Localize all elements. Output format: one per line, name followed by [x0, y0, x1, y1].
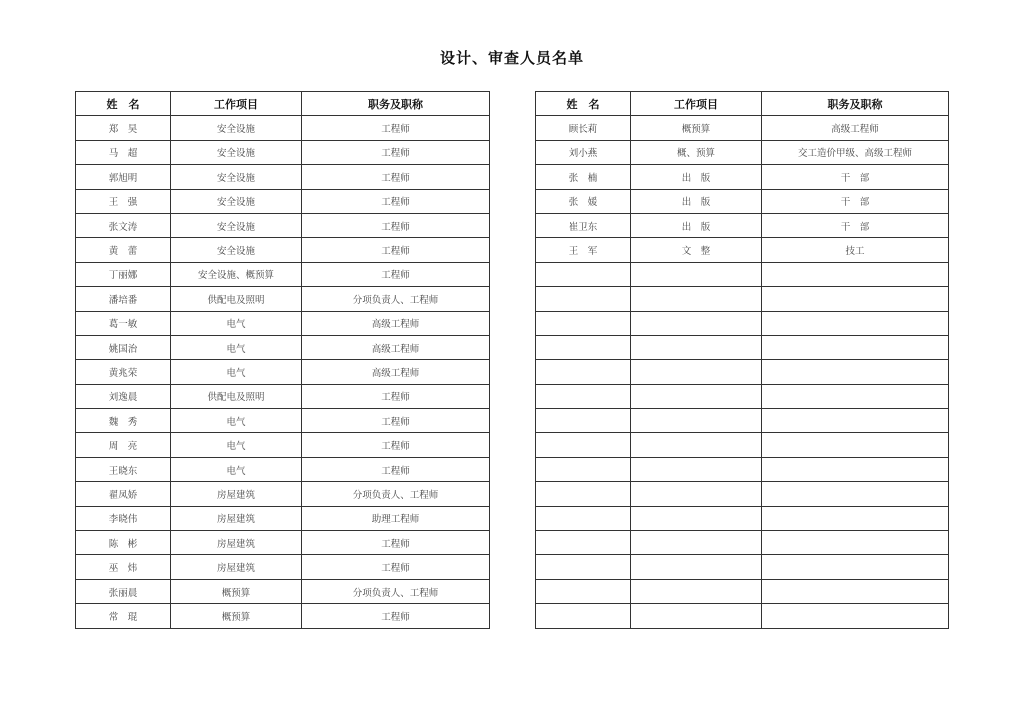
cell-name	[536, 335, 631, 359]
cell-name: 葛一敏	[76, 311, 171, 335]
cell-work-item: 电气	[171, 433, 302, 457]
table-row	[536, 238, 949, 262]
table-row	[536, 165, 949, 189]
staff-table-left	[75, 91, 490, 629]
cell-work-item: 安全设施	[171, 140, 302, 164]
table-row	[76, 116, 490, 140]
cell-position-title: 工程师	[302, 384, 490, 408]
cell-work-item	[631, 457, 762, 481]
cell-name: 刘小燕	[536, 140, 631, 164]
cell-position-title: 工程师	[302, 457, 490, 481]
page-title: 设计、审查人员名单	[439, 49, 584, 67]
cell-position-title: 工程师	[302, 409, 490, 433]
cell-position-title: 工程师	[302, 213, 490, 237]
cell-work-item: 安全设施	[171, 238, 302, 262]
cell-name: 张 媛	[536, 189, 631, 213]
cell-name	[536, 287, 631, 311]
table-row	[536, 482, 949, 506]
cell-name	[536, 579, 631, 603]
cell-work-item: 房屋建筑	[171, 506, 302, 530]
table-row	[536, 579, 949, 603]
cell-name	[536, 409, 631, 433]
cell-work-item	[631, 482, 762, 506]
cell-work-item	[631, 335, 762, 359]
cell-position-title: 干 部	[762, 165, 949, 189]
cell-work-item: 房屋建筑	[171, 531, 302, 555]
table-row	[536, 189, 949, 213]
cell-work-item	[631, 287, 762, 311]
cell-work-item: 概、预算	[631, 140, 762, 164]
cell-position-title	[762, 360, 949, 384]
table-row	[76, 238, 490, 262]
cell-position-title	[762, 409, 949, 433]
cell-name: 潘培番	[76, 287, 171, 311]
header-position-title: 职务及职称	[762, 92, 949, 116]
table-row	[536, 531, 949, 555]
cell-position-title	[762, 531, 949, 555]
cell-work-item: 出 版	[631, 189, 762, 213]
table-row	[76, 433, 490, 457]
cell-name: 常 琨	[76, 604, 171, 628]
table-row	[536, 335, 949, 359]
cell-name: 顾长莉	[536, 116, 631, 140]
table-header-row	[536, 92, 949, 116]
cell-position-title: 分项负责人、工程师	[302, 579, 490, 603]
cell-work-item	[631, 555, 762, 579]
table-row	[76, 604, 490, 628]
table-row	[536, 213, 949, 237]
cell-position-title: 高级工程师	[302, 335, 490, 359]
cell-name: 魏 秀	[76, 409, 171, 433]
cell-work-item	[631, 506, 762, 530]
table-row	[536, 433, 949, 457]
cell-name	[536, 384, 631, 408]
table-row	[76, 189, 490, 213]
cell-name	[536, 531, 631, 555]
table-row	[76, 262, 490, 286]
cell-work-item: 概预算	[171, 579, 302, 603]
cell-name: 黄 蕾	[76, 238, 171, 262]
cell-work-item	[631, 604, 762, 628]
staff-table-right	[535, 91, 949, 629]
table-row	[536, 262, 949, 286]
cell-name: 郑 昊	[76, 116, 171, 140]
cell-work-item: 安全设施	[171, 165, 302, 189]
cell-name: 王 军	[536, 238, 631, 262]
header-name: 姓 名	[536, 92, 631, 116]
cell-position-title	[762, 335, 949, 359]
cell-name	[536, 482, 631, 506]
cell-work-item: 电气	[171, 335, 302, 359]
cell-work-item	[631, 384, 762, 408]
cell-work-item: 安全设施	[171, 213, 302, 237]
cell-position-title: 工程师	[302, 433, 490, 457]
cell-name	[536, 360, 631, 384]
cell-name: 黄兆荣	[76, 360, 171, 384]
table-row	[76, 213, 490, 237]
cell-position-title	[762, 311, 949, 335]
cell-name	[536, 457, 631, 481]
table-row	[76, 531, 490, 555]
cell-work-item: 概预算	[631, 116, 762, 140]
cell-position-title: 交工造价甲级、高级工程师	[762, 140, 949, 164]
header-position-title: 职务及职称	[302, 92, 490, 116]
cell-position-title	[762, 555, 949, 579]
cell-name	[536, 262, 631, 286]
cell-name	[536, 604, 631, 628]
table-row	[76, 482, 490, 506]
cell-work-item: 电气	[171, 409, 302, 433]
cell-work-item: 电气	[171, 311, 302, 335]
cell-position-title	[762, 604, 949, 628]
table-header-row	[76, 92, 490, 116]
cell-position-title	[762, 579, 949, 603]
cell-name: 陈 彬	[76, 531, 171, 555]
table-row	[536, 555, 949, 579]
cell-position-title: 分项负责人、工程师	[302, 482, 490, 506]
cell-name: 巫 炜	[76, 555, 171, 579]
cell-name: 王晓东	[76, 457, 171, 481]
cell-work-item: 出 版	[631, 165, 762, 189]
cell-work-item: 供配电及照明	[171, 287, 302, 311]
cell-name: 崔卫东	[536, 213, 631, 237]
table-row	[536, 140, 949, 164]
cell-name: 郭旭明	[76, 165, 171, 189]
cell-work-item: 安全设施	[171, 189, 302, 213]
cell-name: 马 超	[76, 140, 171, 164]
cell-position-title: 工程师	[302, 165, 490, 189]
cell-work-item: 概预算	[171, 604, 302, 628]
table-row	[536, 457, 949, 481]
table-row	[536, 604, 949, 628]
cell-name	[536, 311, 631, 335]
cell-work-item: 安全设施	[171, 116, 302, 140]
cell-position-title	[762, 482, 949, 506]
cell-position-title: 工程师	[302, 531, 490, 555]
cell-name: 姚国治	[76, 335, 171, 359]
cell-position-title	[762, 384, 949, 408]
cell-name: 张 楠	[536, 165, 631, 189]
cell-position-title: 高级工程师	[762, 116, 949, 140]
cell-work-item: 电气	[171, 457, 302, 481]
cell-position-title	[762, 262, 949, 286]
table-row	[76, 335, 490, 359]
cell-position-title	[762, 287, 949, 311]
table-row	[536, 360, 949, 384]
cell-position-title: 技工	[762, 238, 949, 262]
cell-name: 周 亮	[76, 433, 171, 457]
cell-position-title	[762, 457, 949, 481]
cell-name: 刘逸晨	[76, 384, 171, 408]
cell-position-title: 干 部	[762, 189, 949, 213]
cell-position-title: 工程师	[302, 116, 490, 140]
cell-name	[536, 433, 631, 457]
cell-position-title: 干 部	[762, 213, 949, 237]
cell-position-title: 工程师	[302, 238, 490, 262]
cell-position-title: 工程师	[302, 189, 490, 213]
table-row	[76, 457, 490, 481]
cell-position-title: 分项负责人、工程师	[302, 287, 490, 311]
cell-work-item: 安全设施、概预算	[171, 262, 302, 286]
cell-position-title: 工程师	[302, 555, 490, 579]
cell-work-item	[631, 360, 762, 384]
header-name: 姓 名	[76, 92, 171, 116]
cell-position-title: 工程师	[302, 262, 490, 286]
cell-work-item	[631, 531, 762, 555]
cell-work-item	[631, 262, 762, 286]
cell-work-item: 出 版	[631, 213, 762, 237]
cell-position-title: 高级工程师	[302, 360, 490, 384]
cell-work-item: 房屋建筑	[171, 482, 302, 506]
table-row	[76, 165, 490, 189]
table-row	[76, 311, 490, 335]
cell-work-item	[631, 409, 762, 433]
table-row	[536, 287, 949, 311]
cell-name: 翟凤娇	[76, 482, 171, 506]
cell-work-item: 电气	[171, 360, 302, 384]
cell-work-item	[631, 311, 762, 335]
cell-work-item	[631, 579, 762, 603]
table-row	[76, 384, 490, 408]
cell-work-item: 房屋建筑	[171, 555, 302, 579]
cell-position-title: 高级工程师	[302, 311, 490, 335]
cell-name: 王 强	[76, 189, 171, 213]
cell-position-title: 工程师	[302, 604, 490, 628]
table-row	[76, 579, 490, 603]
table-row	[536, 409, 949, 433]
table-row	[536, 311, 949, 335]
cell-work-item: 供配电及照明	[171, 384, 302, 408]
cell-position-title: 助理工程师	[302, 506, 490, 530]
cell-position-title	[762, 506, 949, 530]
cell-work-item	[631, 433, 762, 457]
cell-name	[536, 506, 631, 530]
table-row	[76, 555, 490, 579]
table-row	[536, 384, 949, 408]
table-row	[76, 360, 490, 384]
table-row	[76, 140, 490, 164]
cell-name	[536, 555, 631, 579]
cell-name: 李晓伟	[76, 506, 171, 530]
table-row	[76, 409, 490, 433]
cell-position-title: 工程师	[302, 140, 490, 164]
table-row	[76, 287, 490, 311]
cell-name: 丁丽娜	[76, 262, 171, 286]
header-work-item: 工作项目	[171, 92, 302, 116]
table-row	[76, 506, 490, 530]
cell-work-item: 文 整	[631, 238, 762, 262]
cell-position-title	[762, 433, 949, 457]
header-work-item: 工作项目	[631, 92, 762, 116]
table-row	[536, 116, 949, 140]
cell-name: 张丽晨	[76, 579, 171, 603]
cell-name: 张文涛	[76, 213, 171, 237]
table-row	[536, 506, 949, 530]
